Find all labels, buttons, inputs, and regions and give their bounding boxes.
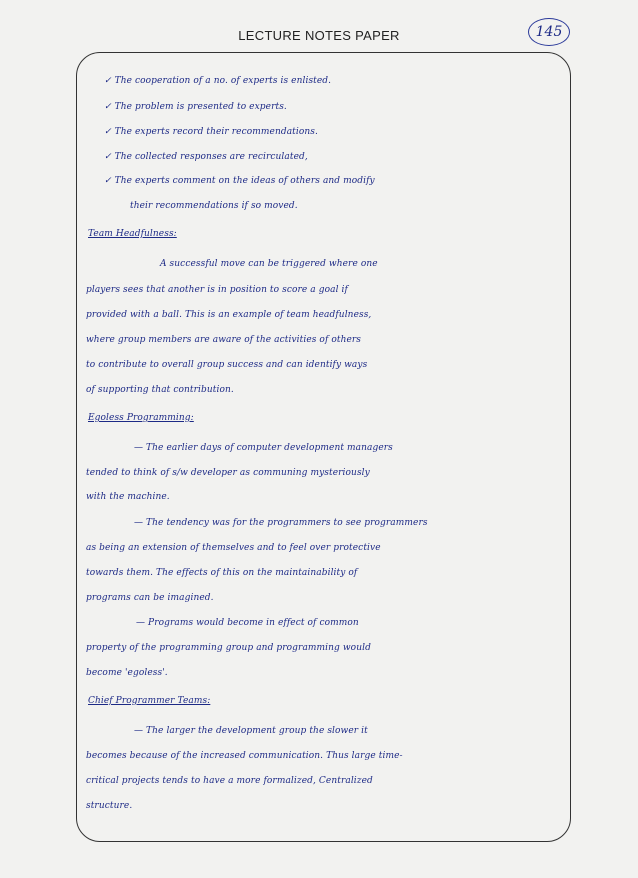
- note-line: — The earlier days of computer development managers: [134, 443, 393, 453]
- note-line: ✓ The experts comment on the ideas of others and modify: [104, 176, 375, 186]
- note-line: towards them. The effects of this on the maintainability of: [86, 568, 358, 578]
- note-line: becomes because of the increased communication. Thus large time-: [86, 751, 403, 761]
- note-line: ✓ The experts record their recommendations.: [104, 127, 318, 137]
- note-line: their recommendations if so moved.: [130, 201, 298, 211]
- note-line: players sees that another is in position to score a goal if: [86, 285, 348, 295]
- note-line: ✓ The collected responses are recirculated,: [104, 152, 308, 162]
- note-line: where group members are aware of the activities of others: [86, 335, 362, 345]
- note-line: critical projects tends to have a more formalized, Centralized: [86, 776, 373, 786]
- note-line: to contribute to overall group success and can identify ways: [86, 360, 368, 370]
- note-line: tended to think of s/w developer as communing mysteriously: [86, 468, 370, 478]
- note-line: with the machine.: [86, 492, 170, 502]
- note-line: ✓ The problem is presented to experts.: [104, 102, 287, 112]
- page-number: 145: [528, 18, 570, 46]
- section-heading: Chief Programmer Teams:: [88, 696, 211, 706]
- section-heading: Egoless Programming:: [88, 413, 194, 423]
- note-line: provided with a ball. This is an example of team headfulness,: [86, 310, 372, 320]
- note-line: — The tendency was for the programmers to see programmers: [134, 518, 428, 528]
- note-line: become 'egoless'.: [86, 668, 168, 678]
- note-line: — The larger the development group the slower it: [134, 726, 368, 736]
- paper-header: LECTURE NOTES PAPER: [238, 28, 400, 43]
- note-line: of supporting that contribution.: [86, 385, 234, 395]
- note-line: structure.: [86, 801, 133, 811]
- note-line: property of the programming group and programming would: [86, 643, 371, 653]
- note-line: programs can be imagined.: [86, 593, 214, 603]
- note-line: A successful move can be triggered where one: [160, 259, 378, 269]
- note-line: — Programs would become in effect of common: [136, 618, 359, 628]
- section-heading: Team Headfulness:: [88, 229, 177, 239]
- note-line: ✓ The cooperation of a no. of experts is enlisted.: [104, 76, 332, 86]
- note-line: as being an extension of themselves and to feel over protective: [86, 543, 381, 553]
